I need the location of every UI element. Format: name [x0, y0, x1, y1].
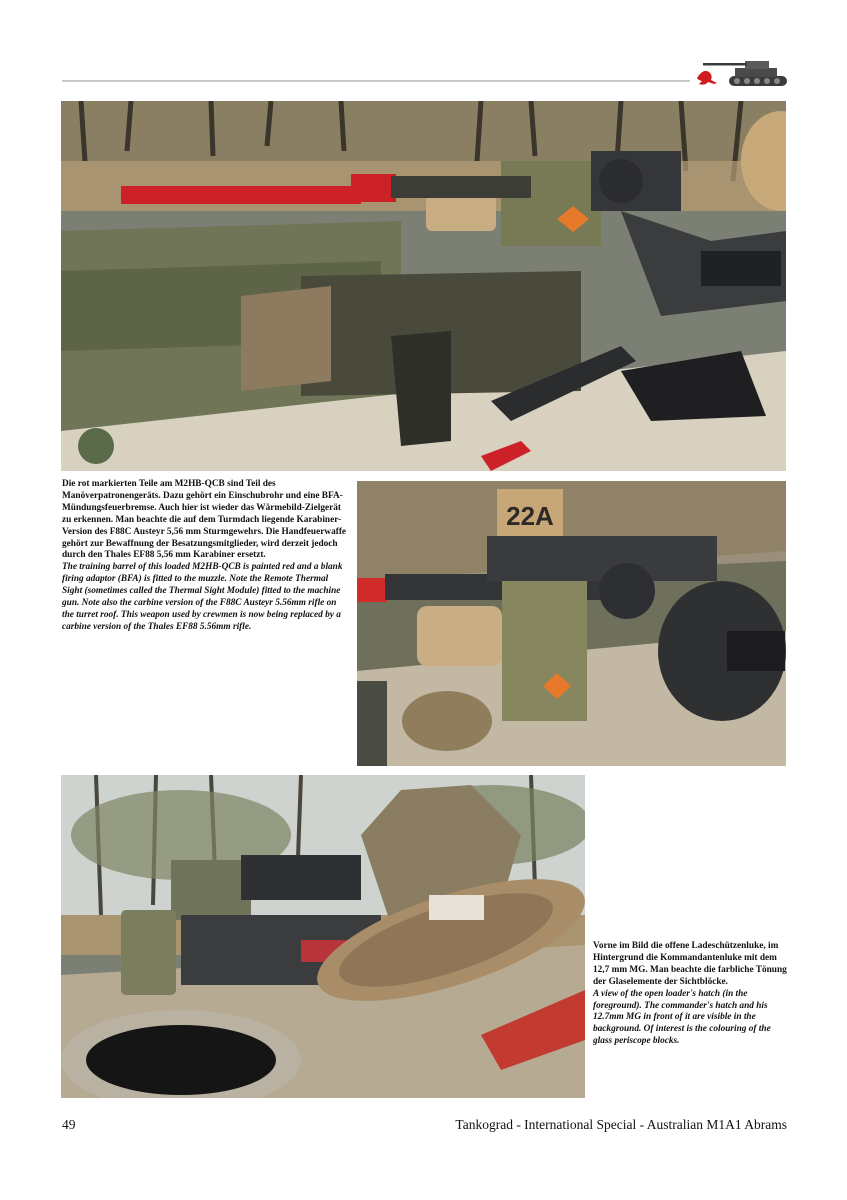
photo-m2hb-close-up — [357, 481, 786, 766]
header-rule — [62, 80, 690, 82]
page-number: 49 — [62, 1117, 76, 1132]
caption-english: A view of the open loader's hatch (in the foreground). The commander's hatch and his 12.7mm MG in front of it are visible in the background. Of interest is the colouring of the glass periscope blocks. — [593, 988, 771, 1047]
photo-open-loader-hatch — [61, 775, 585, 1098]
running-title: Tankograd - International Special - Australian M1A1 Abrams — [455, 1117, 787, 1132]
photo-loader-machine-gun — [61, 101, 786, 471]
caption-m2hb-training-barrel — [62, 479, 350, 634]
kangaroo-tank-logo-icon — [695, 50, 790, 92]
caption-german: Die rot markierten Teile am M2HB-QCB sind Teil des Manöverpatronengeräts. Dazu gehört ein Einschubrohr und eine BFA-Mündungsfeuerbremse. Auch hier ist wieder das Wärmebild-Zielgerät zu erkennen. Man beachte die auf dem Turmdach liegende Karabiner-Version des F88C Austeyr 5,56 mm Sturmgewehrs. Die Handfeuerwaffe gehört zur Bewaffnung der Besatzungsmitglieder, wird derzeit jedoch durch den Thales EF88 5,56 mm Karabiner ersetzt. — [62, 479, 347, 561]
caption-german: Vorne im Bild die offene Ladeschützenluke, im Hintergrund die Kommandantenluke mit dem 12,7 mm MG. Man beachte die farbliche Tönung der Glaselemente der Sichtblöcke. — [593, 941, 787, 987]
caption-loader-hatch — [593, 941, 787, 1048]
caption-english: The training barrel of this loaded M2HB-QCB is painted red and a blank firing adaptor (BFA) is fitted to the muzzle. Note the Remote Thermal Sight (sometimes called the Thermal Sight Module) fitted to the machine gun. Note also the carbine version of the F88C Austeyr 5.56mm rifle on the turret roof. This weapon used by crewmen is now being replaced by a carbine version of the Thales EF88 5.56mm rifle. — [62, 562, 343, 632]
turret-number-marking: 22A — [506, 501, 554, 531]
